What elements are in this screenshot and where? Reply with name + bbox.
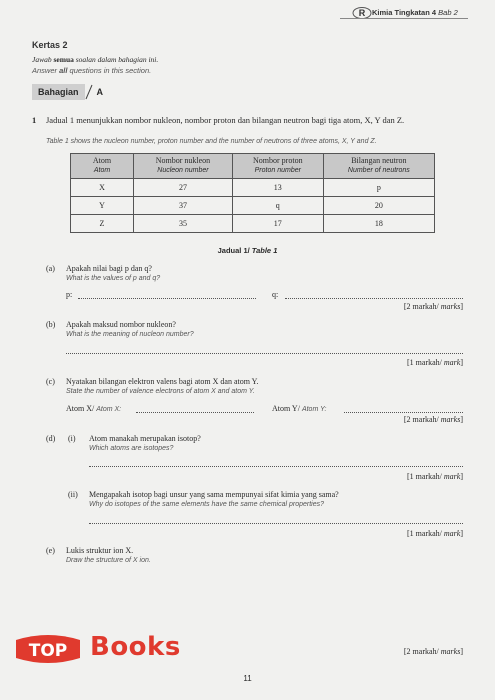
question-number: 1 <box>32 115 37 125</box>
table-row <box>71 215 435 233</box>
p-label: p: <box>66 290 73 299</box>
header-title: Kimia Tingkatan 4 <box>372 8 437 17</box>
header-en: Proton number <box>254 167 301 174</box>
data-table <box>70 153 435 233</box>
marks-en: mark <box>443 529 461 538</box>
part-d-label: (d) <box>46 434 56 443</box>
watermark-brand: Books <box>90 632 181 662</box>
marks-en: marks <box>440 647 461 656</box>
table-cell: Z <box>71 215 134 233</box>
header-chapter: Bab 2 <box>438 8 458 17</box>
part-e-marks <box>404 647 463 656</box>
marks-close: ] <box>460 472 463 481</box>
part-c-question-en: State the number of valence electrons of atom X and atom Y. <box>66 388 255 395</box>
marks-bm: [1 markah/ <box>407 472 444 481</box>
table-cell: 13 <box>232 179 323 197</box>
table-cell: Y <box>71 197 134 215</box>
marks-en: mark <box>443 472 461 481</box>
part-d-i-question-bm: Atom manakah merupakan isotop? <box>89 434 201 443</box>
header-bm: Nombor proton <box>253 156 303 165</box>
table-row <box>71 179 435 197</box>
instruction-en <box>32 66 151 75</box>
header-bm: Bilangan neutron <box>351 156 407 165</box>
instruction-bm <box>32 55 158 64</box>
table-cell: 27 <box>134 179 233 197</box>
instruction-en-post: questions in this section. <box>67 66 152 75</box>
instruction-bm-post: soalan dalam bahagian ini. <box>73 55 159 64</box>
marks-close: ] <box>460 302 463 311</box>
page-number: 11 <box>243 674 252 683</box>
marks-close: ] <box>460 415 463 424</box>
table-caption <box>0 246 495 255</box>
part-c-label: (c) <box>46 377 55 386</box>
header-en: Atom <box>93 167 111 174</box>
marks-bm: [1 markah/ <box>407 529 444 538</box>
question-text-bm: Jadual 1 menunjukkan nombor nukleon, nombor proton dan bilangan neutron bagi tiga atom, X, Y dan Z. <box>46 115 405 125</box>
part-b-marks <box>407 358 463 367</box>
part-d-ii-question-en: Why do isotopes of the same elements have the same chemical properties? <box>89 501 325 508</box>
table-caption-bm: Jadual 1/ <box>217 246 252 255</box>
part-d-i-question-en: Which atoms are isotopes? <box>89 445 174 452</box>
q-answer-line[interactable] <box>285 298 463 299</box>
part-a-label: (a) <box>46 264 55 273</box>
part-b-question-bm: Apakah maksud nombor nukleon? <box>66 320 176 329</box>
part-d-i-answer-line[interactable] <box>89 466 463 467</box>
instruction-bm-pre: Jawab <box>32 55 54 64</box>
part-a-question-en: What is the values of p and q? <box>66 275 161 282</box>
svg-text:R: R <box>358 8 366 18</box>
table-cell: 20 <box>323 197 434 215</box>
part-e-question-bm: Lukis struktur ion X. <box>66 546 134 555</box>
part-d-ii-marks <box>407 529 463 538</box>
table-caption-en: Table 1 <box>251 246 278 255</box>
atom-y-en: Atom Y: <box>301 406 327 413</box>
table-header-cell <box>232 154 323 179</box>
atom-x-bm: Atom X/ <box>66 404 97 413</box>
q-label: q: <box>272 290 279 299</box>
table-header-cell <box>71 154 134 179</box>
instruction-en-pre: Answer <box>32 66 60 75</box>
p-answer-line[interactable] <box>78 298 256 299</box>
part-e-label: (e) <box>46 546 55 555</box>
section-slash-icon <box>85 84 93 100</box>
marks-bm: [2 markah/ <box>403 415 441 424</box>
part-c-question-bm: Nyatakan bilangan elektron valens bagi atom X dan atom Y. <box>66 377 259 386</box>
part-d-ii-label: (ii) <box>68 490 78 499</box>
instruction-en-bold: all <box>59 66 68 75</box>
topbooks-logo-icon <box>12 632 84 666</box>
part-b-answer-line[interactable] <box>66 353 463 354</box>
part-a-question-bm: Apakah nilai bagi p dan q? <box>66 264 152 273</box>
table-cell: 17 <box>232 215 323 233</box>
section-letter: A <box>96 87 104 97</box>
table-cell: q <box>232 197 323 215</box>
header-en: Number of neutrons <box>347 167 410 174</box>
marks-bm: [2 markah/ <box>403 647 441 656</box>
table-header-row <box>71 154 435 179</box>
part-c-marks <box>404 415 463 424</box>
table-header-cell <box>134 154 233 179</box>
part-d-i-marks <box>407 472 463 481</box>
atom-y-answer-line[interactable] <box>344 412 463 413</box>
part-b-question-en: What is the meaning of nucleon number? <box>66 331 194 338</box>
drawing-area[interactable] <box>66 570 463 640</box>
section-label: Bahagian <box>32 84 85 100</box>
part-d-ii-question-bm: Mengapakah isotop bagi unsur yang sama mempunyai sifat kimia yang sama? <box>89 490 339 499</box>
part-b-label: (b) <box>46 320 56 329</box>
table-cell: X <box>71 179 134 197</box>
part-a-marks <box>404 302 463 311</box>
question-text-en: Table 1 shows the nucleon number, proton number and the number of neutrons of three atoms, X, Y and Z. <box>46 138 377 145</box>
marks-close: ] <box>460 647 463 656</box>
running-header <box>372 8 458 17</box>
header-bm: Atom <box>92 156 112 165</box>
marks-en: marks <box>440 415 461 424</box>
header-bm: Nombor nukleon <box>155 156 211 165</box>
section-heading <box>32 84 103 100</box>
header-en: Nucleon number <box>157 167 209 174</box>
table-cell: p <box>323 179 434 197</box>
table-header-cell <box>323 154 434 179</box>
atom-y-label <box>272 404 326 413</box>
atom-x-label <box>66 404 121 413</box>
table-row <box>71 197 435 215</box>
header-rule <box>340 18 468 19</box>
marks-close: ] <box>460 358 463 367</box>
marks-en: mark <box>443 358 461 367</box>
marks-en: marks <box>440 302 461 311</box>
marks-bm: [2 markah/ <box>403 302 441 311</box>
atom-x-en: Atom X: <box>96 406 122 413</box>
atom-y-bm: Atom Y/ <box>272 404 302 413</box>
svg-text:TOP: TOP <box>28 641 68 661</box>
marks-bm: [1 markah/ <box>407 358 444 367</box>
part-e-question-en: Draw the structure of X ion. <box>66 557 151 564</box>
table-cell: 37 <box>134 197 233 215</box>
marks-close: ] <box>460 529 463 538</box>
atom-x-answer-line[interactable] <box>136 412 254 413</box>
part-d-i-label: (i) <box>68 434 76 443</box>
part-d-ii-answer-line[interactable] <box>89 523 463 524</box>
table-cell: 35 <box>134 215 233 233</box>
table-cell: 18 <box>323 215 434 233</box>
instruction-bm-bold: semua <box>53 55 74 64</box>
paper-title: Kertas 2 <box>32 40 68 50</box>
